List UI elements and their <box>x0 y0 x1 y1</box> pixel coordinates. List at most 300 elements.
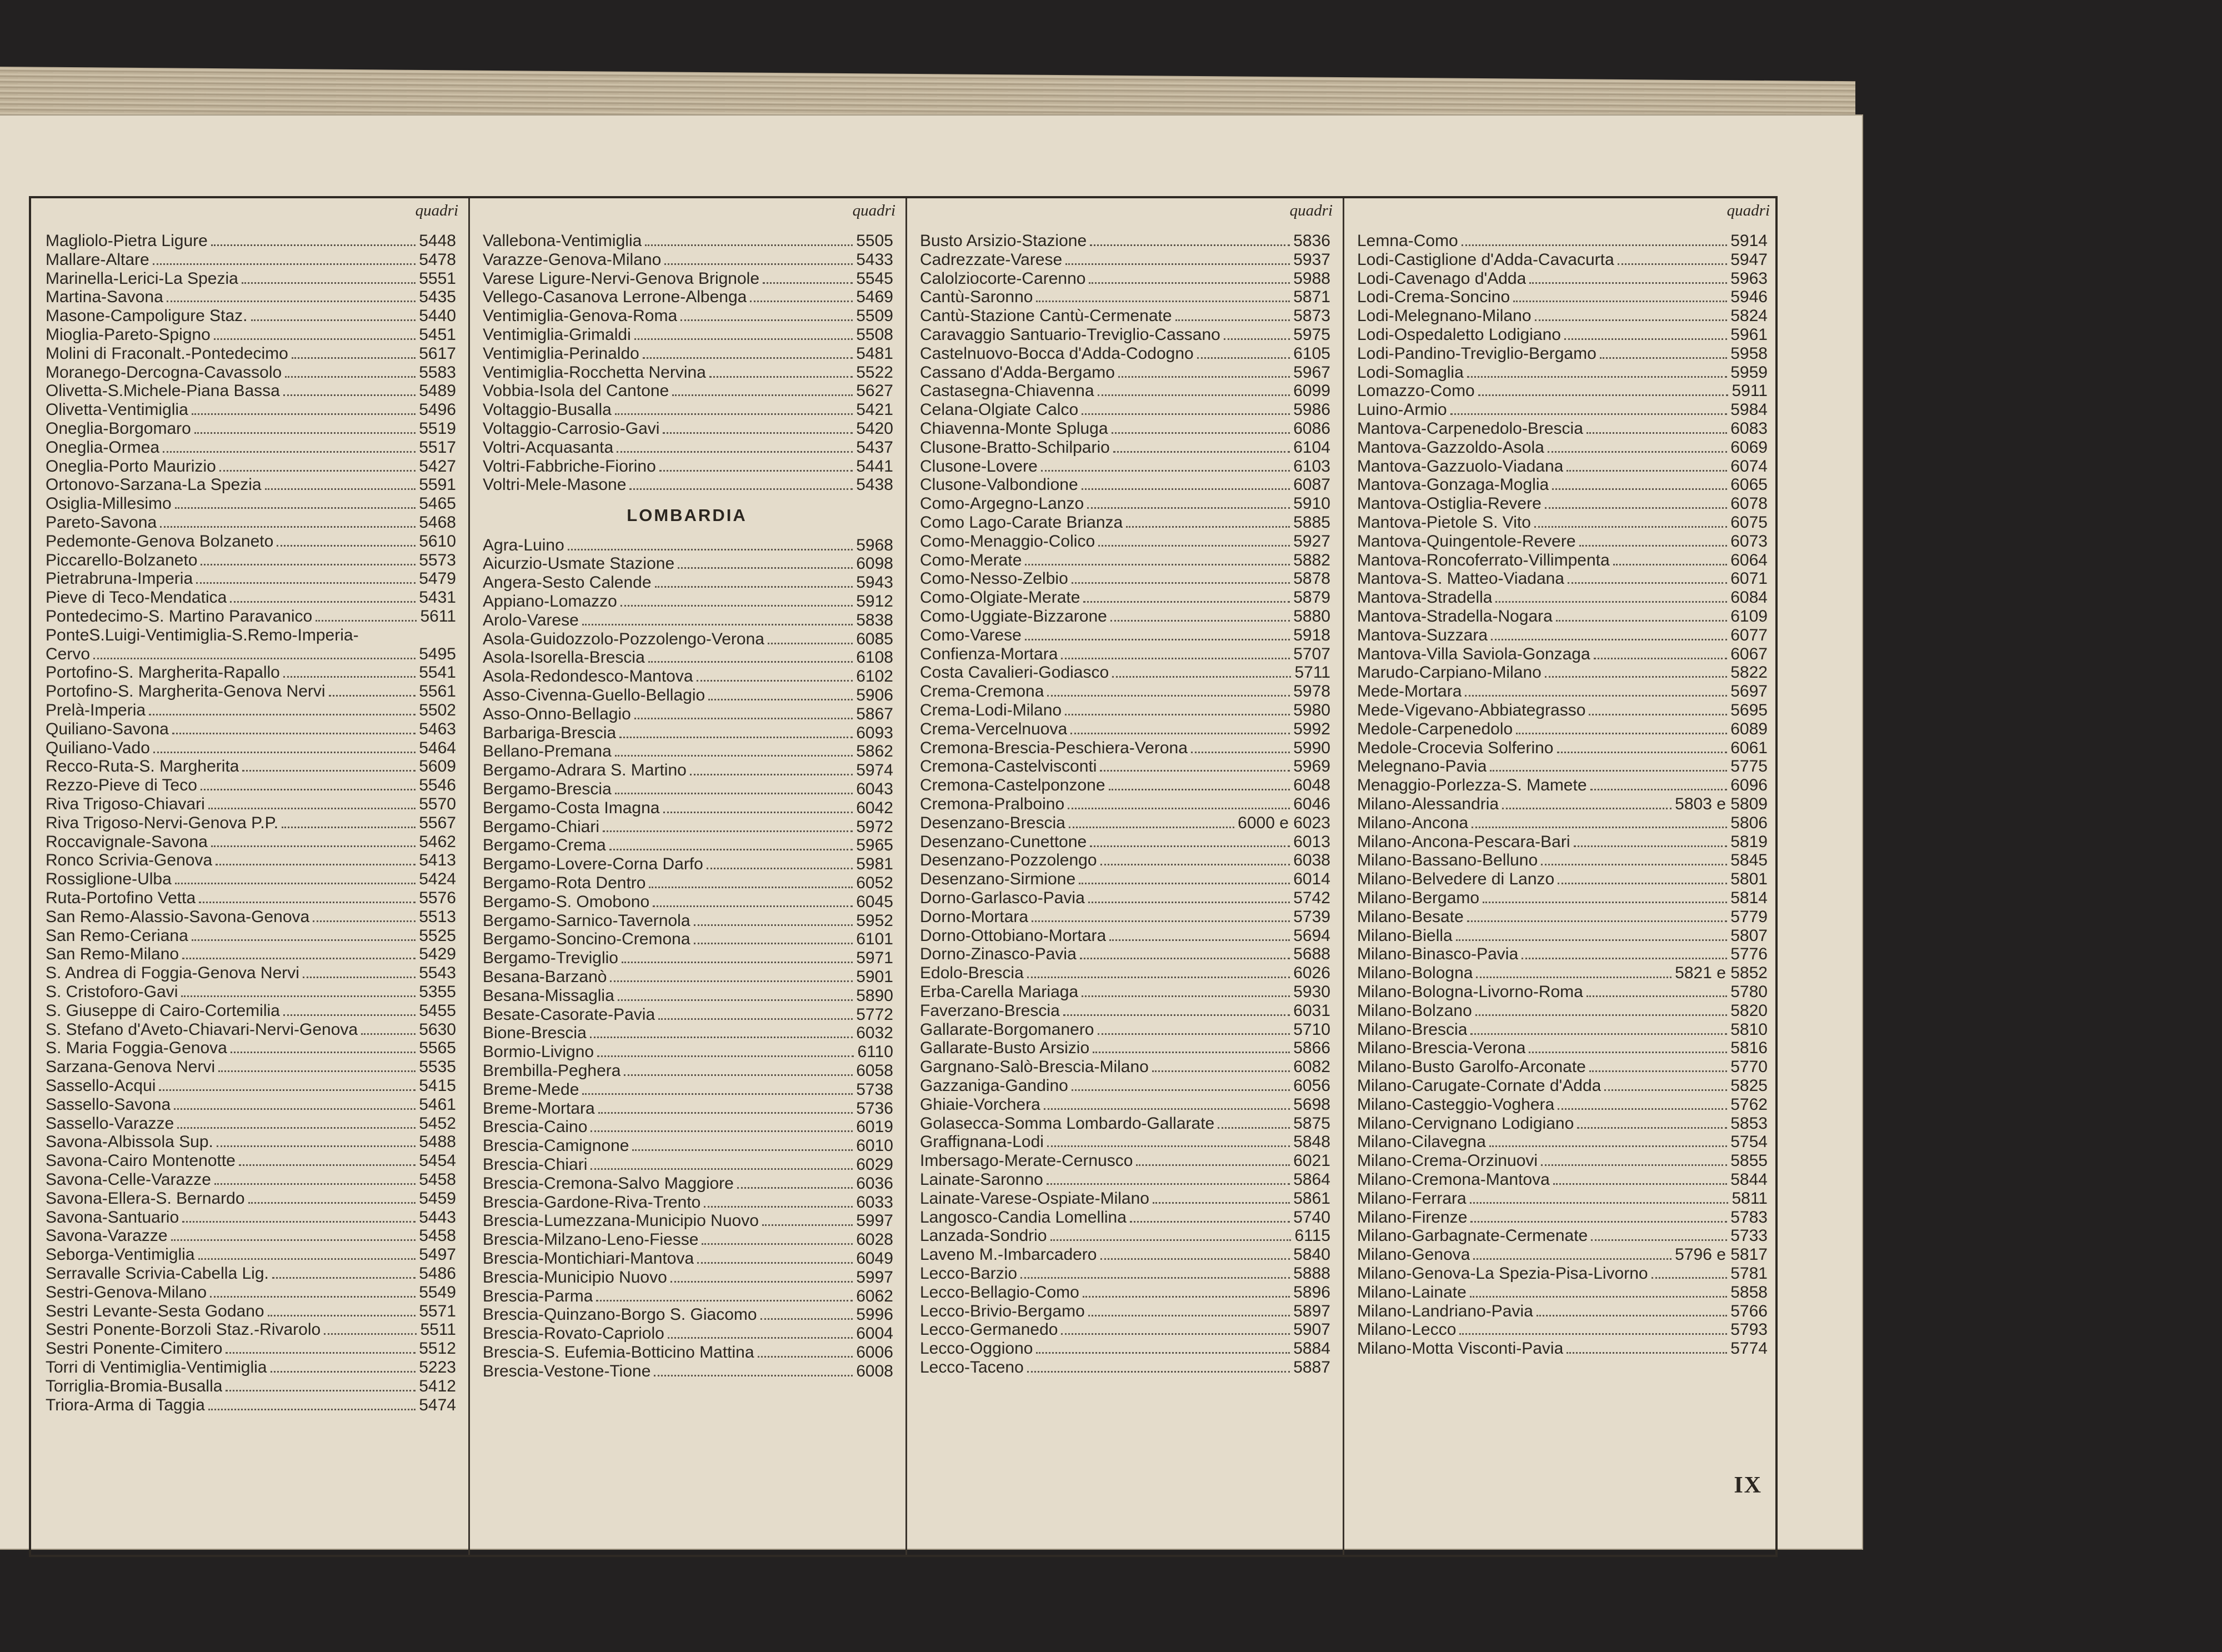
route-name: Prelà-Imperia <box>46 701 146 719</box>
index-entry <box>1357 251 1768 271</box>
leader-dots <box>177 1127 416 1129</box>
index-entry <box>46 1283 456 1303</box>
table-number: 6031 <box>1293 1001 1330 1020</box>
route-name: Mede-Mortara <box>1357 682 1462 701</box>
index-entry <box>46 457 456 477</box>
table-number: 5820 <box>1730 1001 1768 1020</box>
table-number: 5811 <box>1731 1189 1768 1208</box>
route-name: Riva Trigoso-Chiavari <box>46 795 205 813</box>
route-name: Milano-Ferrara <box>1357 1189 1467 1208</box>
index-entry <box>46 1039 456 1059</box>
index-entry <box>1357 645 1768 665</box>
index-entry <box>483 1080 893 1100</box>
leader-dots <box>1548 451 1727 453</box>
table-number: 5885 <box>1293 513 1330 532</box>
leader-dots <box>1556 620 1727 622</box>
table-number: 5495 <box>419 644 456 663</box>
route-name: Savona-Santuario <box>46 1208 179 1227</box>
route-name: Angera-Sesto Calende <box>483 573 652 592</box>
route-name: Menaggio-Porlezza-S. Mamete <box>1357 776 1587 795</box>
leader-dots <box>192 939 416 941</box>
index-entry <box>46 494 456 514</box>
table-number: 5517 <box>419 438 456 457</box>
route-name: Lodi-Ospedaletto Lodigiano <box>1357 326 1561 344</box>
index-entry <box>920 1002 1330 1022</box>
route-name: Bergamo-S. Omobono <box>483 892 650 911</box>
index-entry <box>46 419 456 439</box>
index-entry <box>920 927 1330 947</box>
leader-dots <box>1618 263 1728 265</box>
table-number: 5441 <box>856 457 893 475</box>
table-number: 5793 <box>1730 1320 1768 1339</box>
index-entry <box>483 288 893 308</box>
route-name: Mantova-Pietole S. Vito <box>1357 513 1531 532</box>
table-number: 6048 <box>1293 776 1330 795</box>
leader-dots <box>654 1375 853 1376</box>
leader-dots <box>603 830 853 832</box>
index-entry <box>920 983 1330 1003</box>
table-number: 5429 <box>419 945 456 964</box>
leader-dots <box>1589 714 1727 715</box>
index-entry <box>483 382 893 402</box>
table-number: 5508 <box>856 326 893 344</box>
index-entry <box>46 1152 456 1172</box>
route-name: Crema-Lodi-Milano <box>920 701 1062 719</box>
index-entry <box>920 551 1330 571</box>
leader-dots <box>694 924 853 926</box>
index-entry <box>1357 363 1768 383</box>
leader-dots <box>598 1112 853 1114</box>
table-number: 5481 <box>856 344 893 363</box>
table-number: 5968 <box>856 535 893 554</box>
leader-dots <box>1089 282 1290 284</box>
route-name: Milano-Firenze <box>1357 1208 1468 1227</box>
table-number: 5438 <box>856 475 893 494</box>
route-name: Lodi-Cavenago d'Adda <box>1357 269 1527 288</box>
route-name: Mantova-Carpenedolo-Brescia <box>1357 419 1583 438</box>
table-number: 5873 <box>1293 307 1330 326</box>
route-name: Milano-Binasco-Pavia <box>1357 945 1519 964</box>
leader-dots <box>242 282 416 284</box>
index-entry <box>483 401 893 420</box>
leader-dots <box>672 394 853 396</box>
index-entry <box>46 1264 456 1284</box>
leader-dots <box>226 1352 416 1354</box>
leader-dots <box>1489 1145 1727 1147</box>
table-number: 5862 <box>856 742 893 761</box>
index-entry <box>483 1155 893 1175</box>
leader-dots <box>643 357 853 359</box>
leader-dots <box>758 1356 853 1358</box>
table-number: 5576 <box>419 889 456 907</box>
table-number: 5739 <box>1293 907 1330 926</box>
route-name: Caravaggio Santuario-Treviglio-Cassano <box>920 326 1220 344</box>
table-number: 5770 <box>1730 1058 1768 1077</box>
index-entry <box>920 232 1330 252</box>
table-number: 6008 <box>856 1361 893 1380</box>
route-name: Vellego-Casanova Lerrone-Albenga <box>483 288 747 307</box>
column-header: quadri <box>852 202 895 219</box>
index-entry <box>1357 908 1768 928</box>
route-name: Golasecca-Somma Lombardo-Gallarate <box>920 1114 1215 1133</box>
leader-dots <box>239 1164 416 1166</box>
table-number: 6073 <box>1730 532 1768 550</box>
leader-dots <box>1100 770 1290 772</box>
index-entry <box>1357 663 1768 683</box>
table-number: 6096 <box>1730 776 1768 795</box>
table-number: 5814 <box>1730 889 1768 907</box>
table-number: 5695 <box>1730 701 1768 719</box>
leader-dots <box>217 1145 416 1147</box>
table-number: 5772 <box>856 1005 893 1024</box>
route-name: Cervo <box>46 644 91 663</box>
leader-dots <box>175 883 416 884</box>
index-entry <box>920 326 1330 346</box>
index-entry <box>1357 1189 1768 1209</box>
index-entry <box>483 1305 893 1325</box>
index-entry <box>1357 701 1768 721</box>
route-name: Lecco-Oggiono <box>920 1339 1033 1358</box>
index-entry <box>920 382 1330 402</box>
index-entry <box>483 1362 893 1382</box>
leader-dots <box>1041 470 1290 472</box>
index-entry <box>483 344 893 364</box>
leader-dots <box>1082 488 1290 490</box>
index-entry <box>1357 870 1768 890</box>
route-name: Mede-Vigevano-Abbiategrasso <box>1357 701 1586 719</box>
index-entry <box>46 626 456 646</box>
leader-dots <box>1462 244 1728 246</box>
table-number: 5541 <box>419 663 456 682</box>
table-number: 5497 <box>419 1245 456 1264</box>
leader-dots <box>1594 658 1728 659</box>
leader-dots <box>172 733 416 734</box>
table-number: 6029 <box>856 1155 893 1174</box>
route-name: Rossiglione-Ulba <box>46 870 172 889</box>
index-entry <box>483 363 893 383</box>
table-number: 5783 <box>1730 1208 1768 1227</box>
index-entry <box>1357 739 1768 759</box>
route-name: Quiliano-Savona <box>46 719 169 738</box>
table-number: 5443 <box>419 1208 456 1227</box>
route-name: Desenzano-Pozzolengo <box>920 851 1097 870</box>
route-name: Milano-Genova <box>1357 1245 1470 1264</box>
route-name: Oneglia-Porto Maurizio <box>46 457 216 475</box>
index-entry <box>483 855 893 875</box>
route-name: Cremona-Pralboino <box>920 795 1065 813</box>
index-entry <box>1357 344 1768 364</box>
route-name: Piccarello-Bolzaneto <box>46 550 198 569</box>
table-number: 6064 <box>1730 550 1768 569</box>
table-number: 5710 <box>1293 1020 1330 1039</box>
index-entry <box>1357 1020 1768 1040</box>
index-entry <box>920 1358 1330 1378</box>
leader-dots <box>1027 977 1290 978</box>
index-entry <box>1357 851 1768 871</box>
table-number: 5875 <box>1293 1114 1330 1133</box>
route-name: Milano-Bergamo <box>1357 889 1480 907</box>
table-number: 6082 <box>1293 1058 1330 1077</box>
leader-dots <box>1552 488 1727 490</box>
route-name: Ventimiglia-Grimaldi <box>483 326 631 344</box>
index-entry <box>1357 927 1768 947</box>
leader-dots <box>1130 1221 1290 1223</box>
route-name: Lomazzo-Como <box>1357 382 1475 401</box>
leader-dots <box>1100 864 1290 865</box>
route-name: Martina-Savona <box>46 288 163 307</box>
column-header: quadri <box>415 202 458 219</box>
route-name: Bellano-Premana <box>483 742 612 761</box>
index-entry <box>920 513 1330 533</box>
route-name: Lodi-Somaglia <box>1357 363 1464 382</box>
index-entry <box>920 475 1330 495</box>
table-number: 6099 <box>1293 382 1330 401</box>
table-number: 5479 <box>419 569 456 588</box>
table-number: 5884 <box>1293 1339 1330 1358</box>
route-name: Milano-Bologna <box>1357 964 1473 983</box>
index-entry <box>46 607 456 627</box>
route-name: Ruta-Portofino Vetta <box>46 889 196 907</box>
route-name: Brescia-Cremona-Salvo Maggiore <box>483 1174 734 1193</box>
index-entry <box>920 663 1330 683</box>
index-entry <box>46 251 456 271</box>
table-number: 6006 <box>856 1343 893 1361</box>
index-entry <box>920 889 1330 909</box>
index-entry <box>920 1058 1330 1078</box>
table-number: 5824 <box>1730 307 1768 326</box>
table-number: 5810 <box>1730 1020 1768 1039</box>
leader-dots <box>1100 1258 1290 1260</box>
table-number: 6036 <box>856 1174 893 1193</box>
index-entry <box>483 1005 893 1025</box>
table-number: 5573 <box>419 550 456 569</box>
route-name: Crema-Vercelnuova <box>920 719 1068 738</box>
table-number: 5461 <box>419 1095 456 1114</box>
leader-dots <box>1079 883 1290 884</box>
index-column-4 <box>1343 198 1780 1555</box>
route-name: Milano-Alessandria <box>1357 795 1499 813</box>
index-entry <box>920 701 1330 721</box>
table-number: 5570 <box>419 795 456 813</box>
index-entry <box>483 1174 893 1194</box>
route-name: Brescia-Chiari <box>483 1155 588 1174</box>
index-entry <box>1357 1002 1768 1022</box>
leader-dots <box>653 905 853 907</box>
route-name: Portofino-S. Margherita-Genova Nervi <box>46 682 326 701</box>
index-entry <box>483 326 893 346</box>
leader-dots <box>663 432 853 434</box>
route-name: Voltri-Fabbriche-Fiorino <box>483 457 656 475</box>
route-name: Voltaggio-Busalla <box>483 401 612 419</box>
route-name: Gargnano-Salò-Brescia-Milano <box>920 1058 1149 1077</box>
table-number: 5801 <box>1730 870 1768 889</box>
table-number: 6021 <box>1293 1152 1330 1170</box>
leader-dots <box>1470 1221 1727 1223</box>
route-name: Aicurzio-Usmate Stazione <box>483 554 675 573</box>
table-number: 6069 <box>1730 438 1768 457</box>
leader-dots <box>768 643 853 644</box>
route-name: Bergamo-Sarnico-Tavernola <box>483 911 690 930</box>
leader-dots <box>214 1183 416 1185</box>
route-name: Lemna-Como <box>1357 232 1458 250</box>
index-entry <box>920 269 1330 289</box>
index-entry <box>483 251 893 271</box>
index-entry <box>1357 833 1768 853</box>
index-entry <box>920 1020 1330 1040</box>
index-entry <box>1357 288 1768 308</box>
table-number: 5609 <box>419 757 456 776</box>
route-name: Bergamo-Costa Imagna <box>483 798 660 817</box>
route-name: Chiavenna-Monte Spluga <box>920 419 1108 438</box>
index-entry <box>46 1227 456 1246</box>
index-entry <box>46 232 456 252</box>
route-name: Edolo-Brescia <box>920 964 1024 983</box>
route-name: Milano-Brescia-Verona <box>1357 1039 1526 1058</box>
column-divider <box>1343 198 1344 1555</box>
index-entry <box>46 1245 456 1265</box>
route-name: Castasegna-Chiavenna <box>920 382 1094 401</box>
index-entry <box>920 1170 1330 1190</box>
table-number: 5914 <box>1730 232 1768 250</box>
page-number: IX <box>1734 1473 1762 1498</box>
index-entry <box>483 930 893 950</box>
table-number: 5424 <box>419 870 456 889</box>
route-name: Sassello-Acqui <box>46 1077 156 1095</box>
table-number: 5858 <box>1730 1283 1768 1301</box>
table-number: 5610 <box>419 532 456 550</box>
route-name: Bergamo-Chiari <box>483 817 600 836</box>
route-name: Brescia-Camignone <box>483 1137 629 1155</box>
leader-dots <box>1470 1033 1727 1035</box>
route-name: Como-Uggiate-Bizzarone <box>920 607 1107 625</box>
leader-dots <box>208 808 416 809</box>
index-entry <box>1357 1152 1768 1172</box>
index-entry <box>46 1302 456 1322</box>
index-entry <box>1357 720 1768 740</box>
leader-dots <box>1475 1014 1727 1016</box>
column-divider <box>468 198 470 1555</box>
leader-dots <box>709 376 853 378</box>
index-entry <box>483 667 893 687</box>
index-entry <box>920 344 1330 364</box>
table-number: 6004 <box>856 1324 893 1343</box>
table-number: 5774 <box>1730 1339 1768 1358</box>
route-name: Savona-Ellera-S. Bernardo <box>46 1189 245 1208</box>
leader-dots <box>277 545 416 547</box>
index-entry <box>1357 588 1768 608</box>
table-number: 5583 <box>419 363 456 382</box>
route-name: Mantova-Gonzaga-Moglia <box>1357 475 1549 494</box>
table-number: 6019 <box>856 1118 893 1137</box>
index-entry <box>1357 1283 1768 1303</box>
index-entry <box>483 742 893 762</box>
index-entry <box>483 475 893 495</box>
route-name: Cremona-Castelvisconti <box>920 757 1097 776</box>
leader-dots <box>1065 263 1290 265</box>
route-name: Imbersago-Merate-Cernusco <box>920 1152 1133 1170</box>
index-entry <box>46 776 456 796</box>
leader-dots <box>230 601 416 603</box>
index-entry <box>483 269 893 289</box>
leader-dots <box>1218 1127 1290 1129</box>
index-entry <box>46 1320 456 1340</box>
leader-dots <box>1118 376 1290 378</box>
route-name: Milano-Carugate-Cornate d'Adda <box>1357 1077 1602 1095</box>
route-name: Faverzano-Brescia <box>920 1001 1060 1020</box>
route-name: Luino-Armio <box>1357 401 1447 419</box>
index-entry <box>46 532 456 552</box>
route-name: Como-Menaggio-Colico <box>920 532 1095 550</box>
index-entry <box>920 795 1330 815</box>
route-name: Milano-Bolzano <box>1357 1001 1472 1020</box>
table-number: 6061 <box>1730 738 1768 757</box>
table-number: 5958 <box>1730 344 1768 363</box>
table-number: 5878 <box>1293 569 1330 588</box>
index-entry <box>46 1020 456 1040</box>
index-entry <box>483 554 893 574</box>
index-entry <box>1357 513 1768 533</box>
table-number: 5617 <box>419 344 456 363</box>
table-number: 5463 <box>419 719 456 738</box>
index-entry <box>920 1077 1330 1097</box>
table-number: 5454 <box>419 1152 456 1170</box>
route-name: Milano-Biella <box>1357 926 1453 945</box>
leader-dots <box>248 1202 416 1204</box>
table-number: 5464 <box>419 738 456 757</box>
leader-dots <box>1191 752 1290 753</box>
index-entry <box>46 645 456 665</box>
index-entry <box>46 1114 456 1134</box>
leader-dots <box>1088 1315 1290 1316</box>
route-name: Magliolo-Pietra Ligure <box>46 232 208 250</box>
route-name: Sarzana-Genova Nervi <box>46 1058 216 1077</box>
leader-dots <box>1465 695 1727 697</box>
index-entry <box>483 419 893 439</box>
leader-dots <box>1541 1164 1727 1166</box>
leader-dots <box>655 586 853 588</box>
leader-dots <box>1087 507 1290 509</box>
route-name: Molini di Fraconalt.-Pontedecimo <box>46 344 288 363</box>
table-number: 5513 <box>419 907 456 926</box>
leader-dots <box>597 1055 854 1057</box>
index-entry <box>1357 1114 1768 1134</box>
leader-dots <box>1061 1333 1290 1335</box>
leader-dots <box>1061 658 1290 659</box>
index-entry <box>46 739 456 759</box>
index-entry <box>483 987 893 1007</box>
column-header: quadri <box>1289 202 1333 219</box>
route-name: Milano-Cremona-Mantova <box>1357 1170 1550 1189</box>
table-number: 5698 <box>1293 1095 1330 1114</box>
index-entry <box>483 573 893 593</box>
leader-dots <box>159 1089 416 1091</box>
route-name: Bormio-Livigno <box>483 1043 594 1062</box>
index-entry <box>483 1099 893 1119</box>
column-header: quadri <box>1726 202 1770 219</box>
table-number: 5448 <box>419 232 456 250</box>
table-number: 6075 <box>1730 513 1768 532</box>
route-name: Laveno M.-Imbarcadero <box>920 1245 1097 1264</box>
leader-dots <box>1604 1089 1727 1091</box>
leader-dots <box>1483 902 1727 903</box>
leader-dots <box>174 1108 416 1110</box>
index-entry <box>46 1208 456 1228</box>
table-number: 5697 <box>1730 682 1768 701</box>
table-number: 5946 <box>1730 288 1768 307</box>
leader-dots <box>1558 1108 1727 1110</box>
route-name: Milano-Cilavegna <box>1357 1133 1486 1152</box>
route-name: Mantova-Roncoferrato-Villimpenta <box>1357 550 1610 569</box>
